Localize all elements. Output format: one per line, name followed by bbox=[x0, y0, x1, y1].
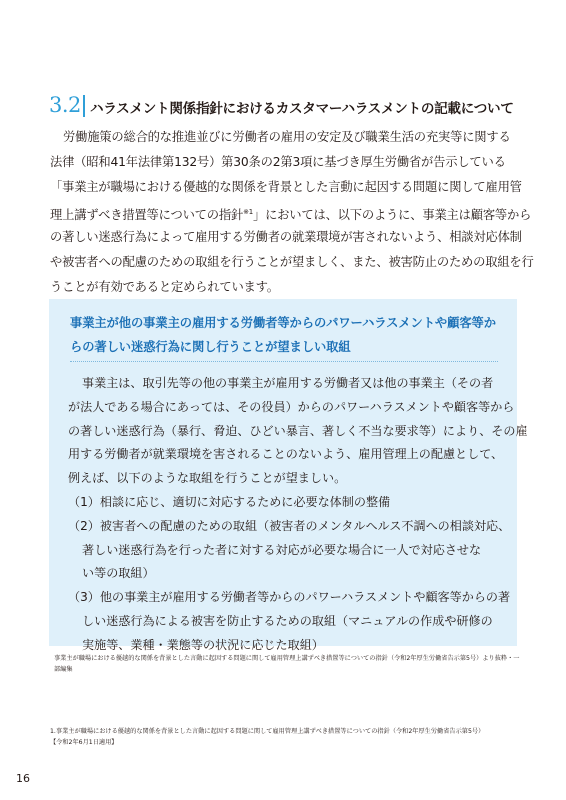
source-note: 事業主が職場における優越的な関係を背景とした言動に起因する問題に関して雇用管理上講ずべき措置等についての指針（令和2年厚生労働省告示第5号）より抜粋・一部編集 bbox=[54, 655, 520, 673]
footnote-line: 1.事業主が職場における優越的な関係を背景とした言動に起因する問題に関して雇用管理上講ずべき措置等についての指針（令和2年厚生労働省告示第5号） bbox=[50, 728, 485, 735]
list-item-3-cont: 実施等、業種・業態等の状況に応じた取組） bbox=[82, 637, 324, 652]
intro-line: や被害者への配慮のための取組を行うことが望ましく、また、被害防止のための取組を行 bbox=[50, 255, 534, 269]
intro-paragraph bbox=[50, 125, 534, 300]
box-title-line: らの著しい迷惑行為に関し行うことが望ましい取組 bbox=[70, 340, 351, 354]
box-body-line: 事業主は、取引先等の他の事業主が雇用する労働者又は他の事業主（その者 bbox=[82, 376, 494, 390]
section-heading bbox=[49, 93, 529, 119]
list-item-3-cont: しい迷惑行為による被害を防止するための取組（マニュアルの作成や研修の bbox=[82, 613, 493, 628]
intro-line: 法律（昭和41年法律第132号）第30条の2第3項に基づき厚生労働省が告示している bbox=[50, 155, 506, 169]
list-item-1: （1）相談に応じ、適切に対応するために必要な体制の整備 bbox=[68, 494, 391, 509]
intro-line: うことが有効であると定められています。 bbox=[50, 280, 279, 294]
intro-line bbox=[50, 200, 532, 225]
section-title: ハラスメント関係指針におけるカスタマーハラスメントの記載について bbox=[90, 101, 514, 117]
footnote-marker: ※1 bbox=[243, 208, 253, 216]
intro-line: の著しい迷惑行為によって雇用する労働者の就業環境が害されないよう、相談対応体制 bbox=[50, 230, 522, 244]
list-item-2: （2）被害者への配慮のための取組（被害者のメンタルヘルス不調への相談対応、 bbox=[68, 518, 511, 533]
list-item-2-cont: 著しい迷惑行為を行った者に対する対応が必要な場合に一人で対応させな bbox=[82, 542, 482, 557]
intro-line-text: 」においては、以下のように、事業主は顧客等から bbox=[252, 208, 532, 222]
box-body-line: 例えば、以下のような取組を行うことが望ましい。 bbox=[68, 471, 347, 486]
list-item-2-cont: い等の取組） bbox=[82, 566, 155, 581]
box-title-line: 事業主が他の事業主の雇用する労働者等からのパワーハラスメントや顧客等か bbox=[70, 316, 496, 330]
footnote-line: 【令和2年6月1日適用】 bbox=[50, 739, 118, 746]
box-body-line: 用する労働者が就業環境を害されることのないよう、雇用管理上の配慮として、 bbox=[68, 447, 504, 462]
box-body bbox=[68, 372, 528, 658]
intro-line: 「事業主が職場における優越的な関係を背景とした言動に起因する問題に関して雇用管 bbox=[50, 180, 522, 194]
box-body-line: の著しい迷惑行為（暴行、脅迫、ひどい暴言、著しく不当な要求等）により、その雇 bbox=[68, 423, 528, 438]
box-body-line: が法人である場合にあっては、その役員）からのパワーハラスメントや顧客等から bbox=[68, 399, 515, 414]
intro-line-text: 理上講ずべき措置等についての指針 bbox=[50, 208, 244, 222]
guideline-excerpt-box bbox=[49, 299, 528, 652]
intro-line: 労働施策の総合的な推進並びに労働者の雇用の安定及び職業生活の充実等に関する bbox=[63, 130, 511, 144]
box-title bbox=[70, 311, 500, 359]
page-number: 16 bbox=[16, 772, 30, 785]
list-item-3: （3）他の事業主が雇用する労働者等からのパワーハラスメントや顧客等からの著 bbox=[68, 590, 511, 605]
section-number: 3.2 bbox=[49, 93, 81, 117]
dotted-divider bbox=[70, 361, 498, 362]
section-divider-bar bbox=[83, 95, 85, 117]
footnote bbox=[50, 726, 530, 748]
